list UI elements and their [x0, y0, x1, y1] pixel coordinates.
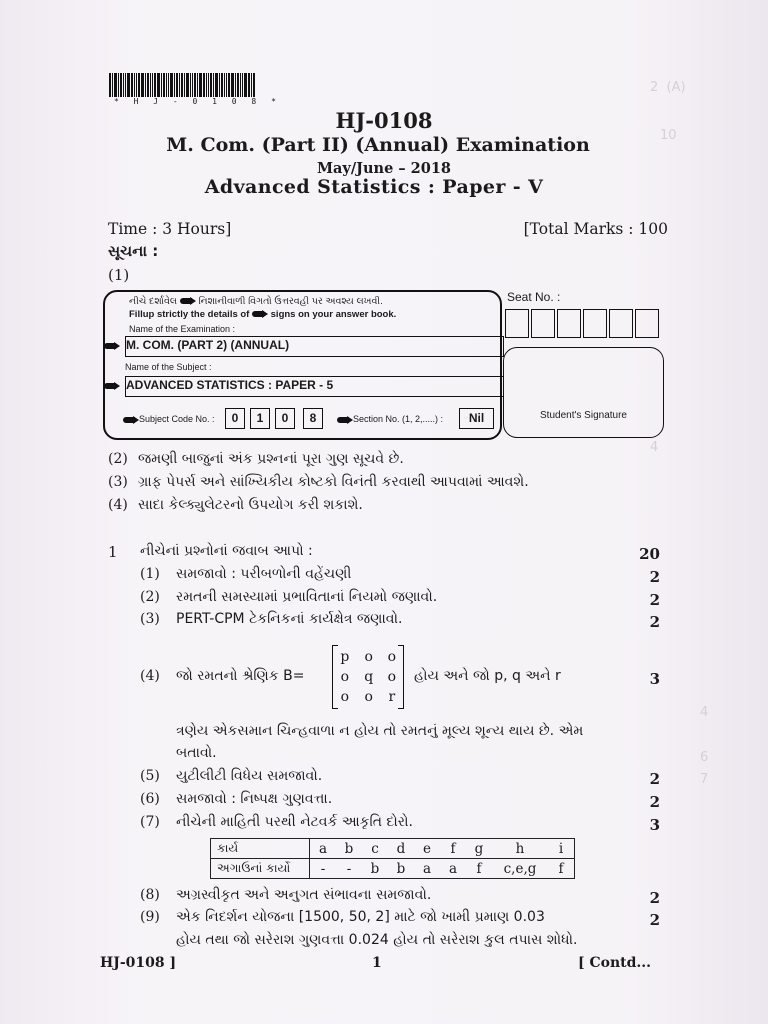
candidate-details-form [103, 290, 502, 440]
activity-table [210, 838, 575, 879]
sub-question-marks: 3 [649, 670, 660, 688]
bleed-through: 2 (A) [650, 80, 686, 95]
barcode [109, 73, 314, 97]
game-matrix [332, 646, 404, 708]
bleed-through: 7 [700, 772, 709, 787]
activity-cell: d [388, 839, 414, 859]
activity-cell: h [492, 839, 548, 859]
bleed-through: 10 [660, 128, 677, 143]
subject-title: Advanced Statistics : Paper - V [204, 176, 544, 198]
predecessor-cell: f [466, 859, 492, 879]
sub-question: (5) યુટીલીટી વિધેય સમજાવો. [140, 768, 323, 784]
predecessor-cell: a [440, 859, 466, 879]
bleed-through: 6 [700, 750, 709, 765]
pointer-hand-icon [104, 342, 120, 350]
matrix-cell: o [364, 689, 373, 705]
sub-question-continuation: ત્રણેય એકસમાન ચિન્હવાળા ન હોય તો રમતનું મૂલ્ય શૂન્ય થાય છે. એમ [176, 723, 584, 739]
predecessor-cell: f [548, 859, 575, 879]
seat-number-box [609, 309, 633, 338]
form-note-english: Fillup strictly the details of signs on your answer book. [129, 309, 397, 320]
instruction-item: (4) સાદા કેલ્ક્યુલેટરનો ઉપયોગ કરી શકાશે. [108, 497, 363, 513]
activity-row [211, 839, 575, 859]
matrix-cell: r [388, 689, 396, 705]
sub-question: (3) PERT-CPM ટેકનિકનાં કાર્યક્ષેત્ર જણાવો. [140, 611, 403, 627]
exam-name-field: M. COM. (PART 2) (ANNUAL) [125, 336, 504, 357]
form-note-gujarati: નીચે દર્શાવેલ નિશાનીવાળી વિગતો ઉત્તરવહી પર અવશ્ય લખવી. [129, 296, 383, 307]
subject-code-label: Subject Code No. : [123, 414, 215, 424]
subject-code-digit: 0 [275, 408, 295, 429]
sub-question: (7) નીચેની માહિતી પરથી નેટવર્ક આકૃતિ દોરો. [140, 814, 413, 830]
matrix-cell: o [387, 649, 397, 665]
question-number: 1 [108, 543, 118, 561]
matrix-cell: o [387, 669, 397, 685]
matrix-cell: o [364, 649, 373, 665]
question-marks: 20 [639, 545, 660, 563]
barcode-text: * H J - 0 1 0 8 * [114, 97, 281, 106]
seat-number-box [635, 309, 659, 338]
activity-cell: e [414, 839, 440, 859]
sub-question-marks: 2 [649, 793, 660, 811]
predecessor-cell: a [414, 859, 440, 879]
footer-paper-code: HJ-0108 ] [100, 955, 177, 971]
predecessor-row-label: અગાઉનાં કાર્યો [211, 859, 310, 879]
footer-continued: [ Contd... [578, 955, 652, 971]
question-heading: નીચેનાં પ્રશ્નોનાં જવાબ આપો : [140, 543, 313, 559]
matrix-cell: o [340, 689, 350, 705]
predecessor-row [211, 859, 575, 879]
seat-number-box [557, 309, 581, 338]
student-signature-box [503, 347, 664, 438]
predecessor-cell: b [388, 859, 414, 879]
sub-question-marks: 2 [649, 591, 660, 609]
seat-number-box [583, 309, 607, 338]
student-signature-label: Student's Signature [540, 410, 627, 421]
activity-cell: c [362, 839, 388, 859]
matrix-cell: p [340, 649, 350, 665]
pointer-hand-icon [252, 310, 268, 318]
sub-question: (9) એક નિદર્શન યોજના [1500, 50, 2] માટે જો ખામી પ્રમાણ 0.03 [140, 909, 545, 925]
exam-date: May/June – 2018 [316, 160, 452, 177]
instructions-heading: સૂચના : [108, 242, 159, 260]
instruction-item: (2) જમણી બાજુનાં અંક પ્રશ્નનાં પૂરા ગુણ સૂચવે છે. [108, 451, 404, 467]
sub-question-marks: 2 [649, 889, 660, 907]
activity-row-label: કાર્ય [211, 839, 310, 859]
subject-code-digit: 1 [250, 408, 270, 429]
instruction-item: (3) ગ્રાફ પેપર્સ અને સાંખ્યિકીય કોષ્ટકો વિનંતી કરવાથી આપવામાં આવશે. [108, 474, 529, 490]
paper-code: HJ-0108 [335, 108, 433, 133]
pointer-hand-icon [123, 416, 139, 424]
seat-number-box [531, 309, 555, 338]
sub-question: (8) અગ્રસ્વીકૃત અને અનુગત સંભાવના સમજાવો. [140, 887, 432, 903]
time-row [108, 220, 668, 238]
predecessor-cell: b [362, 859, 388, 879]
predecessor-cell: c,e,g [492, 859, 548, 879]
subject-name-field: ADVANCED STATISTICS : PAPER - 5 [125, 376, 504, 397]
matrix-cell: q [364, 669, 374, 685]
sub-question-continuation: હોય તથા જો સરેરાશ ગુણવત્તા 0.024 હોય તો સરેરાશ કુલ તપાસ શોધો. [176, 932, 578, 948]
total-marks: [Total Marks : 100 [523, 220, 668, 238]
sub-question: (6) સમજાવો : નિષ્પક્ષ ગુણવત્તા. [140, 791, 333, 807]
activity-cell: a [310, 839, 337, 859]
exam-title: M. Com. (Part II) (Annual) Examination [166, 134, 590, 156]
instruction-number-1: (1) [108, 266, 130, 284]
subject-code-digit: 8 [303, 408, 323, 429]
sub-question-marks: 2 [649, 911, 660, 929]
activity-cell: g [466, 839, 492, 859]
matrix-cell: o [340, 669, 350, 685]
pointer-hand-icon [180, 297, 196, 305]
pointer-hand-icon [337, 416, 353, 424]
bleed-through: 4 [700, 705, 709, 720]
sub-question: (4) જો રમતનો શ્રેણિક B= [140, 668, 305, 684]
sub-question-continuation: હોય અને જો p, q અને r [414, 668, 561, 684]
time-label: Time : 3 Hours] [108, 220, 232, 238]
sub-question-marks: 3 [649, 816, 660, 834]
subject-code-digit: 0 [225, 408, 245, 429]
pointer-hand-icon [104, 382, 120, 390]
activity-cell: f [440, 839, 466, 859]
bleed-through: 4 [650, 440, 659, 455]
sub-question-continuation: બતાવો. [176, 745, 217, 761]
sub-question: (2) રમતની સમસ્યામાં પ્રભાવિતાનાં નિયમો જણાવો. [140, 589, 438, 605]
page-number: 1 [372, 955, 382, 971]
section-label: Section No. (1, 2,.....) : [337, 414, 443, 424]
predecessor-cell: - [336, 859, 362, 879]
sub-question-marks: 2 [649, 770, 660, 788]
subject-name-label: Name of the Subject : [125, 362, 212, 372]
sub-question-marks: 2 [649, 613, 660, 631]
seat-number-label: Seat No. : [507, 290, 561, 304]
sub-question: (1) સમજાવો : પરીબળોની વહેંચણી [140, 566, 352, 582]
section-value: Nil [459, 408, 494, 429]
exam-name-label: Name of the Examination : [129, 324, 236, 334]
predecessor-cell: - [310, 859, 337, 879]
activity-cell: b [336, 839, 362, 859]
activity-cell: i [548, 839, 575, 859]
sub-question-marks: 2 [649, 568, 660, 586]
seat-number-box [505, 309, 529, 338]
